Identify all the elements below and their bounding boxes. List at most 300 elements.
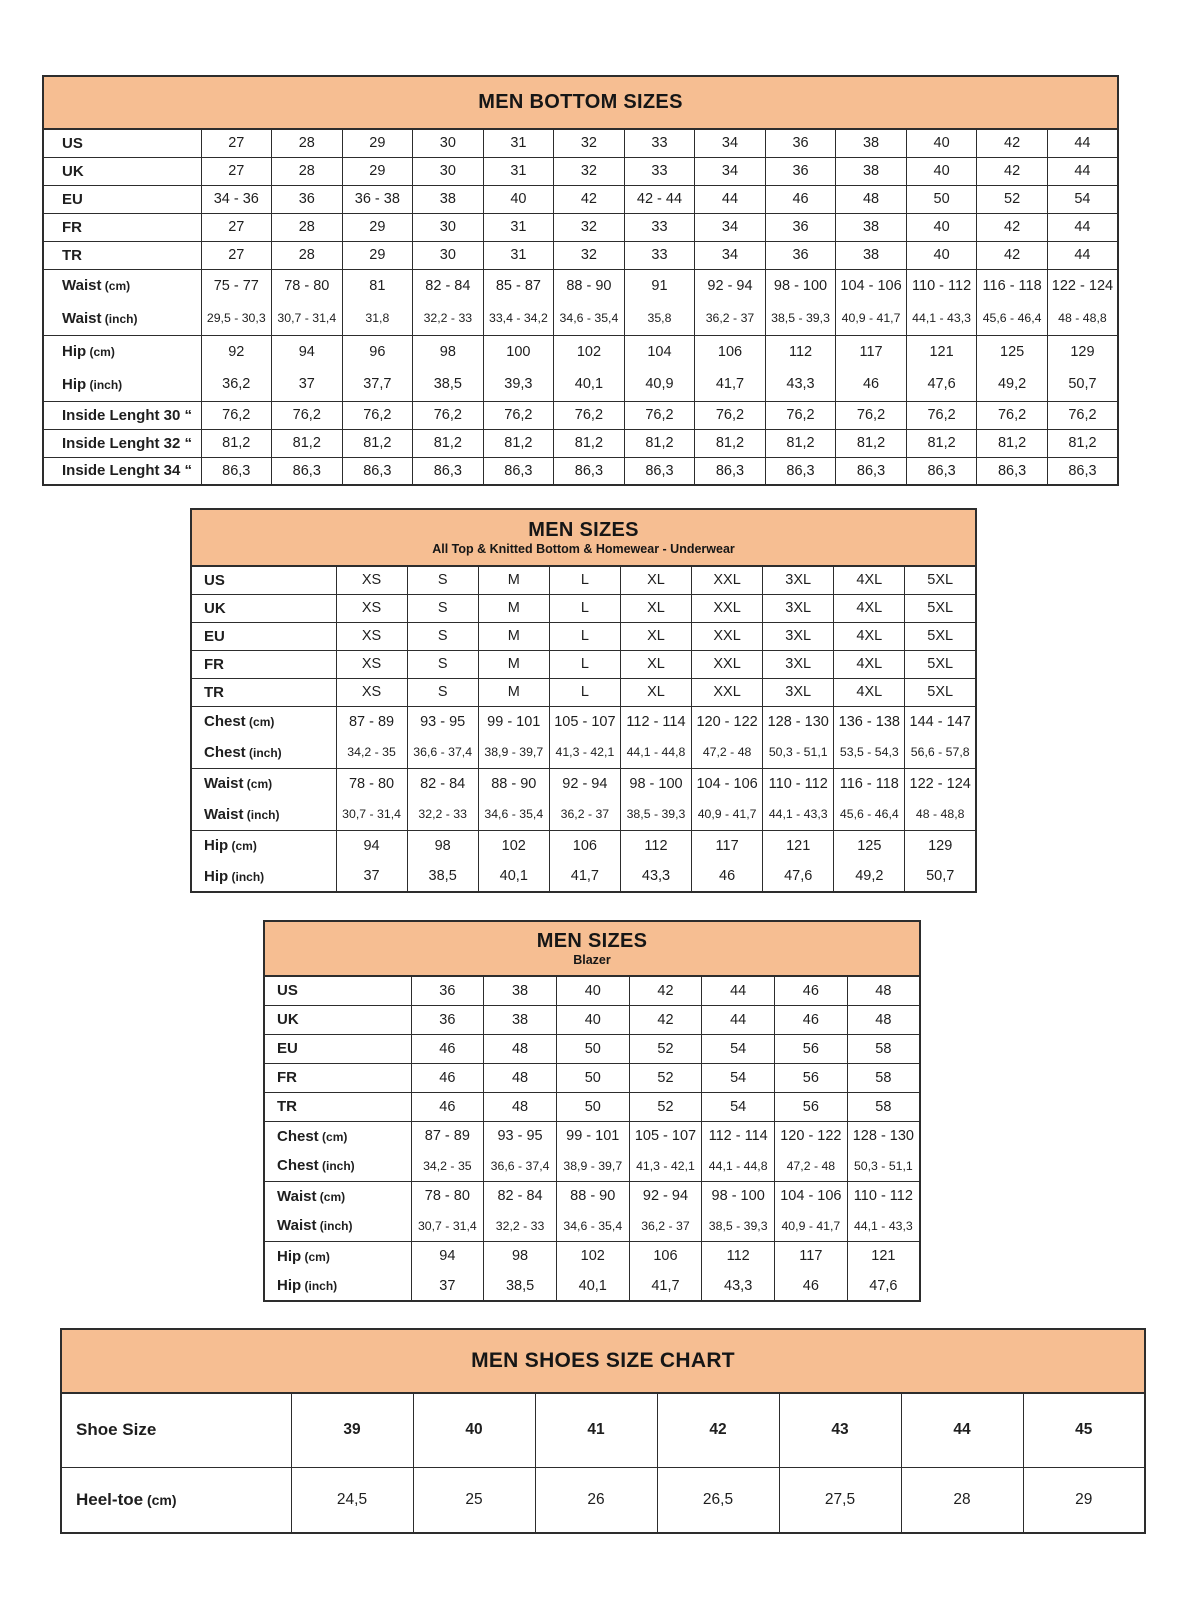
table-cell: 98 (413, 335, 484, 368)
table-cell: 27,5 (779, 1467, 901, 1533)
table-cell: 39 (291, 1393, 413, 1467)
table-row (191, 706, 976, 737)
table-cell: 76,2 (413, 401, 484, 429)
table-title: MEN SIZES (536, 929, 648, 952)
table-cell: 36,2 - 37 (695, 302, 766, 335)
table-cell: 88 - 90 (554, 269, 625, 302)
table-cell: 40 (556, 976, 629, 1005)
row-label (264, 1151, 411, 1181)
table-cell: 92 (201, 335, 272, 368)
row-label-text: TR (277, 1098, 297, 1115)
table-row (191, 566, 976, 594)
table-cell: 44,1 - 43,3 (763, 799, 834, 830)
row-label-text: Hip (62, 343, 87, 361)
table-cell: 99 - 101 (478, 706, 549, 737)
table-cell: 30 (413, 157, 484, 185)
row-label-unit: (inch) (228, 869, 265, 884)
table-cell: 40,9 (624, 368, 695, 401)
table-title: MEN SIZES (528, 518, 639, 541)
row-label-text: Hip (277, 1277, 302, 1294)
table-cell: 36,2 - 37 (629, 1211, 702, 1241)
table-cell: 104 - 106 (775, 1181, 848, 1211)
row-label-text: Waist (204, 775, 244, 793)
row-label-text: US (277, 982, 298, 1000)
table-cell: 28 (272, 157, 343, 185)
table-row (191, 622, 976, 650)
row-label-text: Inside Lenght 32 “ (62, 434, 193, 452)
table-cell: 41,3 - 42,1 (549, 737, 620, 768)
table-cell: 30 (413, 241, 484, 269)
table-cell: 37,7 (342, 368, 413, 401)
table-cell: 87 - 89 (336, 706, 407, 737)
row-label-unit: (inch) (243, 807, 280, 822)
table-row (191, 650, 976, 678)
table-cell: 41,7 (549, 861, 620, 892)
table-row (43, 213, 1118, 241)
row-label (43, 302, 201, 335)
table-cell: 49,2 (977, 368, 1048, 401)
men-bottom-sizes-table (42, 75, 1119, 486)
table-cell: 50,7 (905, 861, 976, 892)
row-label-text: EU (277, 1040, 298, 1057)
table-cell: S (407, 650, 478, 678)
table-cell: 104 - 106 (692, 768, 763, 799)
table-cell: M (478, 594, 549, 622)
table-cell: 87 - 89 (411, 1121, 484, 1151)
table-row (191, 830, 976, 861)
table-cell: 42 (977, 129, 1048, 157)
table-cell: 42 (657, 1393, 779, 1467)
table-cell: 128 - 130 (847, 1121, 920, 1151)
table-cell: 44,1 - 44,8 (620, 737, 691, 768)
row-label-text: Hip (277, 1247, 302, 1265)
table-cell: 33,4 - 34,2 (483, 302, 554, 335)
table-cell: L (549, 678, 620, 706)
table-cell: 86,3 (906, 457, 977, 485)
table-cell: 112 - 114 (702, 1121, 775, 1151)
table-cell: 4XL (834, 594, 905, 622)
table-cell: 44 (1047, 213, 1118, 241)
table-cell: 94 (411, 1241, 484, 1271)
row-label-text: Chest (277, 1127, 319, 1145)
table-cell: 121 (763, 830, 834, 861)
table-cell: 39,3 (483, 368, 554, 401)
table-cell: 98 - 100 (765, 269, 836, 302)
table-cell: 86,3 (201, 457, 272, 485)
table-cell: 100 (483, 335, 554, 368)
table-cell: 102 (556, 1241, 629, 1271)
table-cell: 54 (702, 1092, 775, 1121)
table-row (191, 768, 976, 799)
table-cell: 45,6 - 46,4 (977, 302, 1048, 335)
table-cell: L (549, 566, 620, 594)
table-header-band (264, 921, 920, 976)
table-row (191, 861, 976, 892)
table-cell: 27 (201, 213, 272, 241)
table-cell: 116 - 118 (834, 768, 905, 799)
table-cell: 136 - 138 (834, 706, 905, 737)
table-cell: 56 (775, 1034, 848, 1063)
row-label-unit: (inch) (101, 311, 138, 326)
table-cell: 53,5 - 54,3 (834, 737, 905, 768)
table-cell: 30,7 - 31,4 (272, 302, 343, 335)
table-cell: 117 (775, 1241, 848, 1271)
table-cell: 33 (624, 241, 695, 269)
table-cell: 56,6 - 57,8 (905, 737, 976, 768)
row-label-text: Heel-toe (76, 1489, 144, 1509)
table-cell: 36 (272, 185, 343, 213)
table-cell: 32 (554, 241, 625, 269)
table-cell: 106 (629, 1241, 702, 1271)
table-row (43, 241, 1118, 269)
table-cell: 31 (483, 157, 554, 185)
row-label (43, 241, 201, 269)
table-cell: 120 - 122 (775, 1121, 848, 1151)
table-cell: 38 (836, 157, 907, 185)
table-cell: 50,3 - 51,1 (847, 1151, 920, 1181)
table-cell: 42 (629, 976, 702, 1005)
table-cell: L (549, 650, 620, 678)
table-cell: 36 - 38 (342, 185, 413, 213)
table-cell: 116 - 118 (977, 269, 1048, 302)
table-cell: 94 (272, 335, 343, 368)
table-cell: 44 (901, 1393, 1023, 1467)
table-cell: 37 (336, 861, 407, 892)
table-cell: 28 (901, 1467, 1023, 1533)
table-row (61, 1467, 1145, 1533)
table-cell: 4XL (834, 566, 905, 594)
table-cell: 34 (695, 241, 766, 269)
table-cell: 3XL (763, 566, 834, 594)
table-cell: 46 (411, 1063, 484, 1092)
table-cell: 81,2 (836, 429, 907, 457)
table-cell: 38,5 - 39,3 (765, 302, 836, 335)
table-cell: 75 - 77 (201, 269, 272, 302)
row-label (191, 830, 336, 861)
row-label-text: Inside Lenght 34 “ (62, 462, 193, 480)
table-cell: S (407, 622, 478, 650)
table-cell: 112 (765, 335, 836, 368)
table-cell: 44 (1047, 241, 1118, 269)
table-cell: 43 (779, 1393, 901, 1467)
table-cell: 33 (624, 157, 695, 185)
table-cell: 56 (775, 1092, 848, 1121)
table-row (43, 401, 1118, 429)
table-header-band (43, 76, 1118, 129)
table-cell: XL (620, 594, 691, 622)
row-label (264, 1092, 411, 1121)
table-cell: 52 (977, 185, 1048, 213)
table-row (264, 976, 920, 1005)
table-cell: 41,3 - 42,1 (629, 1151, 702, 1181)
table-cell: 78 - 80 (411, 1181, 484, 1211)
table-cell: 37 (272, 368, 343, 401)
table-cell: 32,2 - 33 (413, 302, 484, 335)
table-cell: L (549, 594, 620, 622)
table-cell: 50,7 (1047, 368, 1118, 401)
table-title-row (43, 76, 1118, 129)
table-cell: 50 (556, 1063, 629, 1092)
table-cell: 93 - 95 (407, 706, 478, 737)
table-cell: 129 (1047, 335, 1118, 368)
table-cell: 104 (624, 335, 695, 368)
table-cell: 3XL (763, 594, 834, 622)
table-cell: 33 (624, 213, 695, 241)
table-cell: 36,2 - 37 (549, 799, 620, 830)
table-cell: 28 (272, 129, 343, 157)
table-cell: 98 (407, 830, 478, 861)
row-label-text: Waist (62, 309, 102, 327)
table-cell: M (478, 566, 549, 594)
table-cell: 3XL (763, 678, 834, 706)
table-cell: 46 (692, 861, 763, 892)
table-header-band (61, 1329, 1145, 1393)
row-label (191, 622, 336, 650)
table-cell: 76,2 (765, 401, 836, 429)
table-cell: 76,2 (695, 401, 766, 429)
table-cell: 47,6 (906, 368, 977, 401)
table-cell: 76,2 (1047, 401, 1118, 429)
row-label-text: FR (62, 218, 82, 236)
row-label-text: Hip (204, 837, 229, 855)
table-cell: 30,7 - 31,4 (411, 1211, 484, 1241)
table-cell: 46 (411, 1034, 484, 1063)
table-cell: 110 - 112 (763, 768, 834, 799)
row-label (43, 457, 201, 485)
table-cell: 49,2 (834, 861, 905, 892)
table-row (264, 1151, 920, 1181)
table-row (61, 1393, 1145, 1467)
table-cell: 102 (554, 335, 625, 368)
table-cell: 36 (765, 157, 836, 185)
table-cell: 47,6 (847, 1271, 920, 1301)
table-cell: 47,2 - 48 (775, 1151, 848, 1181)
table-cell: 44 (695, 185, 766, 213)
row-label-text: EU (204, 627, 225, 645)
table-cell: 40 (906, 213, 977, 241)
row-label-unit: (cm) (245, 715, 275, 730)
table-cell: 92 - 94 (695, 269, 766, 302)
table-cell: 76,2 (977, 401, 1048, 429)
row-label (264, 1181, 411, 1211)
table-cell: 32,2 - 33 (407, 799, 478, 830)
row-label (264, 1005, 411, 1034)
table-cell: 30 (413, 129, 484, 157)
men-sizes-blazer-table (263, 920, 921, 1302)
row-label (191, 861, 336, 892)
table-cell: 46 (775, 1005, 848, 1034)
table-cell: 36 (765, 129, 836, 157)
table-cell: XXL (692, 566, 763, 594)
row-label (191, 650, 336, 678)
row-label-text: Waist (62, 277, 102, 295)
table-title-row (191, 509, 976, 566)
table-cell: 38 (484, 1005, 557, 1034)
table-cell: 4XL (834, 650, 905, 678)
row-label-text: Waist (204, 805, 244, 823)
table-cell: 29 (342, 129, 413, 157)
row-label (264, 1121, 411, 1151)
table-cell: S (407, 678, 478, 706)
table-cell: 40 (483, 185, 554, 213)
table-cell: 41,7 (695, 368, 766, 401)
table-row (43, 185, 1118, 213)
table-cell: 86,3 (483, 457, 554, 485)
table-cell: XXL (692, 678, 763, 706)
table-cell: 34 (695, 129, 766, 157)
table-cell: XL (620, 678, 691, 706)
table-row (191, 799, 976, 830)
table-cell: 40,1 (478, 861, 549, 892)
table-cell: 52 (629, 1092, 702, 1121)
row-label-unit: (cm) (301, 1249, 330, 1264)
table-cell: 35,8 (624, 302, 695, 335)
table-cell: 82 - 84 (413, 269, 484, 302)
table-title: MEN BOTTOM SIZES (478, 91, 683, 113)
table-cell: 40,9 - 41,7 (775, 1211, 848, 1241)
table-cell: 125 (834, 830, 905, 861)
table-cell: 34,6 - 35,4 (556, 1211, 629, 1241)
table-cell: 82 - 84 (484, 1181, 557, 1211)
table-cell: 56 (775, 1063, 848, 1092)
table-cell: 86,3 (342, 457, 413, 485)
table-cell: 50 (556, 1034, 629, 1063)
table-cell: S (407, 594, 478, 622)
table-cell: 76,2 (483, 401, 554, 429)
table-cell: 76,2 (906, 401, 977, 429)
table-cell: 38,5 (407, 861, 478, 892)
table-title-row (61, 1329, 1145, 1393)
table-cell: 40,9 - 41,7 (836, 302, 907, 335)
table-cell: 81,2 (342, 429, 413, 457)
table-cell: 44,1 - 43,3 (847, 1211, 920, 1241)
table-row (264, 1211, 920, 1241)
table-cell: 46 (411, 1092, 484, 1121)
table-cell: 98 - 100 (620, 768, 691, 799)
table-row (191, 678, 976, 706)
table-cell: M (478, 650, 549, 678)
table-cell: XS (336, 650, 407, 678)
table-cell: 78 - 80 (272, 269, 343, 302)
table-cell: 44 (1047, 157, 1118, 185)
table-cell: 32 (554, 157, 625, 185)
table-cell: 41,7 (629, 1271, 702, 1301)
row-label (264, 1271, 411, 1301)
row-label-text: UK (204, 599, 226, 617)
table-cell: 86,3 (1047, 457, 1118, 485)
table-cell: 48 - 48,8 (905, 799, 976, 830)
row-label (43, 368, 201, 401)
row-label-unit: (inch) (86, 377, 123, 392)
table-row (264, 1063, 920, 1092)
table-cell: 31 (483, 129, 554, 157)
table-cell: 81,2 (413, 429, 484, 457)
table-cell: 5XL (905, 650, 976, 678)
table-cell: 40 (556, 1005, 629, 1034)
row-label (61, 1393, 291, 1467)
table-cell: 42 - 44 (624, 185, 695, 213)
table-cell: M (478, 678, 549, 706)
table-cell: 98 (484, 1241, 557, 1271)
table-cell: 44 (1047, 129, 1118, 157)
table-cell: 105 - 107 (549, 706, 620, 737)
table-cell: XS (336, 566, 407, 594)
row-label-text: Chest (204, 713, 246, 731)
row-label-text: Waist (277, 1187, 317, 1205)
table-cell: 125 (977, 335, 1048, 368)
table-row (43, 335, 1118, 368)
table-cell: 26,5 (657, 1467, 779, 1533)
table-cell: 40 (906, 129, 977, 157)
table-cell: 78 - 80 (336, 768, 407, 799)
row-label (61, 1467, 291, 1533)
row-label-text: Inside Lenght 30 “ (62, 406, 193, 424)
table-cell: 3XL (763, 622, 834, 650)
table-cell: 5XL (905, 566, 976, 594)
row-label (191, 768, 336, 799)
table-cell: 48 (484, 1092, 557, 1121)
table-cell: 31,8 (342, 302, 413, 335)
table-cell: 54 (702, 1034, 775, 1063)
row-label-unit: (inch) (245, 745, 282, 760)
row-label (43, 157, 201, 185)
table-cell: 58 (847, 1092, 920, 1121)
table-cell: S (407, 566, 478, 594)
row-label (191, 706, 336, 737)
table-row (264, 1092, 920, 1121)
table-cell: 54 (1047, 185, 1118, 213)
table-cell: 121 (847, 1241, 920, 1271)
table-row (43, 429, 1118, 457)
table-cell: 38 (836, 213, 907, 241)
table-subtitle: All Top & Knitted Bottom & Homewear - Underwear (432, 541, 735, 556)
table-cell: 5XL (905, 678, 976, 706)
table-cell: 52 (629, 1034, 702, 1063)
table-cell: 29 (342, 213, 413, 241)
table-cell: 86,3 (413, 457, 484, 485)
table-cell: 36,6 - 37,4 (407, 737, 478, 768)
row-label-text: US (204, 571, 225, 589)
table-cell: 44 (702, 976, 775, 1005)
row-label (264, 1063, 411, 1092)
table-cell: XL (620, 566, 691, 594)
table-cell: 102 (478, 830, 549, 861)
table-title: MEN SHOES SIZE CHART (471, 1348, 735, 1372)
table-cell: 81,2 (1047, 429, 1118, 457)
table-cell: 44,1 - 44,8 (702, 1151, 775, 1181)
table-cell: 99 - 101 (556, 1121, 629, 1151)
row-label-text: Chest (204, 743, 246, 761)
table-cell: 110 - 112 (847, 1181, 920, 1211)
table-cell: 38,5 (413, 368, 484, 401)
table-cell: 29 (1023, 1467, 1145, 1533)
table-cell: 29 (342, 157, 413, 185)
table-row (264, 1034, 920, 1063)
table-cell: 48 (847, 1005, 920, 1034)
row-label-text: UK (62, 162, 84, 180)
table-cell: 46 (775, 976, 848, 1005)
table-row (43, 269, 1118, 302)
row-label-unit: (inch) (316, 1219, 353, 1234)
table-cell: 105 - 107 (629, 1121, 702, 1151)
row-label-unit: (cm) (228, 839, 257, 854)
table-cell: 48 (484, 1063, 557, 1092)
row-label-text: FR (204, 655, 224, 673)
table-cell: 122 - 124 (1047, 269, 1118, 302)
table-cell: 4XL (834, 678, 905, 706)
table-cell: 81,2 (906, 429, 977, 457)
table-cell: 106 (549, 830, 620, 861)
